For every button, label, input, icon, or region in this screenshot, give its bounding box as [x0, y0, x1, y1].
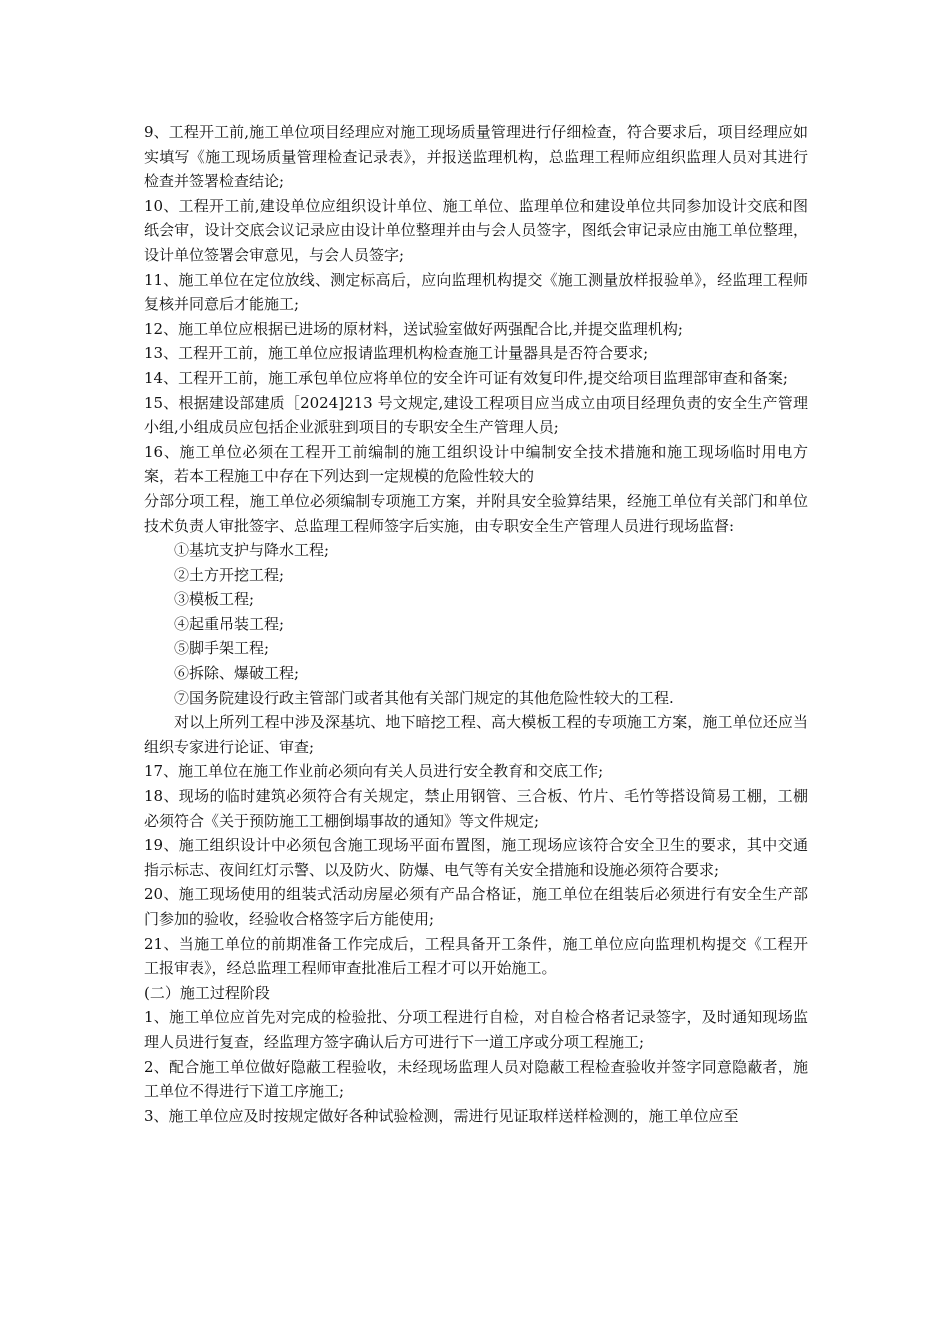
paragraph-item-14: 14、工程开工前，施工承包单位应将单位的安全许可证有效复印件,提交给项目监理部审查和备案; [144, 368, 788, 387]
paragraph-item-11: 11、施工单位在定位放线、测定标高后，应向监理机构提交《施工测量放样报验单》，经监理工程师复核并同意后才能施工; [144, 270, 808, 314]
document-page [144, 120, 808, 1128]
expert-review-paragraph: 对以上所列工程中涉及深基坑、地下暗挖工程、高大模板工程的专项施工方案，施工单位还应当组织专家进行论证、审查; [144, 713, 808, 756]
hazard-list-item-3: ③模板工程; [174, 590, 255, 609]
paragraph-item-10: 10、工程开工前,建设单位应组织设计单位、施工单位、监理单位和建设单位共同参加设计交底和图纸会审，设计交底会议记录应由设计单位整理并由与会人员签字，图纸会审记录应由施工单位整理，设计单位签署会审意见，与会人员签字; [144, 196, 808, 264]
paragraph-item-17: 17、施工单位在施工作业前必须向有关人员进行安全教育和交底工作; [144, 762, 604, 781]
paragraph-item-9: 9、工程开工前,施工单位项目经理应对施工现场质量管理进行仔细检查，符合要求后，项目经理应如实填写《施工现场质量管理检查记录表》，并报送监理机构，总监理工程师应组织监理人员对其进行检查并签署检查结论; [144, 123, 808, 191]
hazard-list-item-1: ①基坑支护与降水工程; [174, 541, 330, 560]
hazard-list-item-2: ②土方开挖工程; [174, 565, 285, 584]
section-heading-construction-phase: (二）施工过程阶段 [144, 983, 270, 1002]
phase-item-1: 1、施工单位应首先对完成的检验批、分项工程进行自检，对自检合格者记录签字，及时通知现场监理人员进行复查，经监理方签字确认后方可进行下一道工序或分项工程施工; [144, 1008, 808, 1051]
paragraph-item-16-continued: 分部分项工程，施工单位必须编制专项施工方案，并附具安全验算结果，经施工单位有关部门和单位技术负责人审批签字、总监理工程师签字后实施，由专职安全生产管理人员进行现场监督: [144, 491, 808, 535]
paragraph-item-13: 13、工程开工前，施工单位应报请监理机构检查施工计量器具是否符合要求; [144, 344, 649, 363]
paragraph-item-15: 15、根据建设部建质［2024]213 号文规定,建设工程项目应当成立由项目经理负责的安全生产管理小组,小组成员应包括企业派驻到项目的专职安全生产管理人员; [144, 393, 808, 437]
hazard-list-item-4: ④起重吊装工程; [174, 614, 285, 633]
hazard-list-item-7: ⑦国务院建设行政主管部门或者其他有关部门规定的其他危险性较大的工程. [174, 688, 674, 707]
paragraph-item-16: 16、施工单位必须在工程开工前编制的施工组织设计中编制安全技术措施和施工现场临时用电方案，若本工程施工中存在下列达到一定规模的危险性较大的 [144, 442, 808, 486]
paragraph-item-20: 20、施工现场使用的组装式活动房屋必须有产品合格证，施工单位在组装后必须进行有安全生产部门参加的验收，经验收合格签字后方能使用; [144, 885, 808, 928]
paragraph-item-12: 12、施工单位应根据已进场的原材料，送试验室做好两强配合比,并提交监理机构; [144, 319, 683, 338]
paragraph-item-19: 19、施工组织设计中必须包含施工现场平面布置图，施工现场应该符合安全卫生的要求，其中交通指示标志、夜间红灯示警、以及防火、防爆、电气等有关安全措施和设施必须符合要求; [144, 836, 808, 879]
paragraph-item-21: 21、当施工单位的前期准备工作完成后，工程具备开工条件，施工单位应向监理机构提交《工程开工报审表》，经总监理工程师审查批准后工程才可以开始施工。 [144, 934, 808, 978]
hazard-list-item-5: ⑤脚手架工程; [174, 639, 270, 658]
hazard-list-item-6: ⑥拆除、爆破工程; [174, 664, 300, 683]
paragraph-item-18: 18、现场的临时建筑必须符合有关规定，禁止用钢管、三合板、竹片、毛竹等搭设简易工棚，工棚必须符合《关于预防施工工棚倒塌事故的通知》等文件规定; [144, 787, 808, 830]
phase-item-2: 2、配合施工单位做好隐蔽工程验收，未经现场监理人员对隐蔽工程检查验收并签字同意隐蔽者，施工单位不得进行下道工序施工; [144, 1057, 808, 1101]
phase-item-3: 3、施工单位应及时按规定做好各种试验检测，需进行见证取样送样检测的，施工单位应至 [144, 1106, 739, 1125]
